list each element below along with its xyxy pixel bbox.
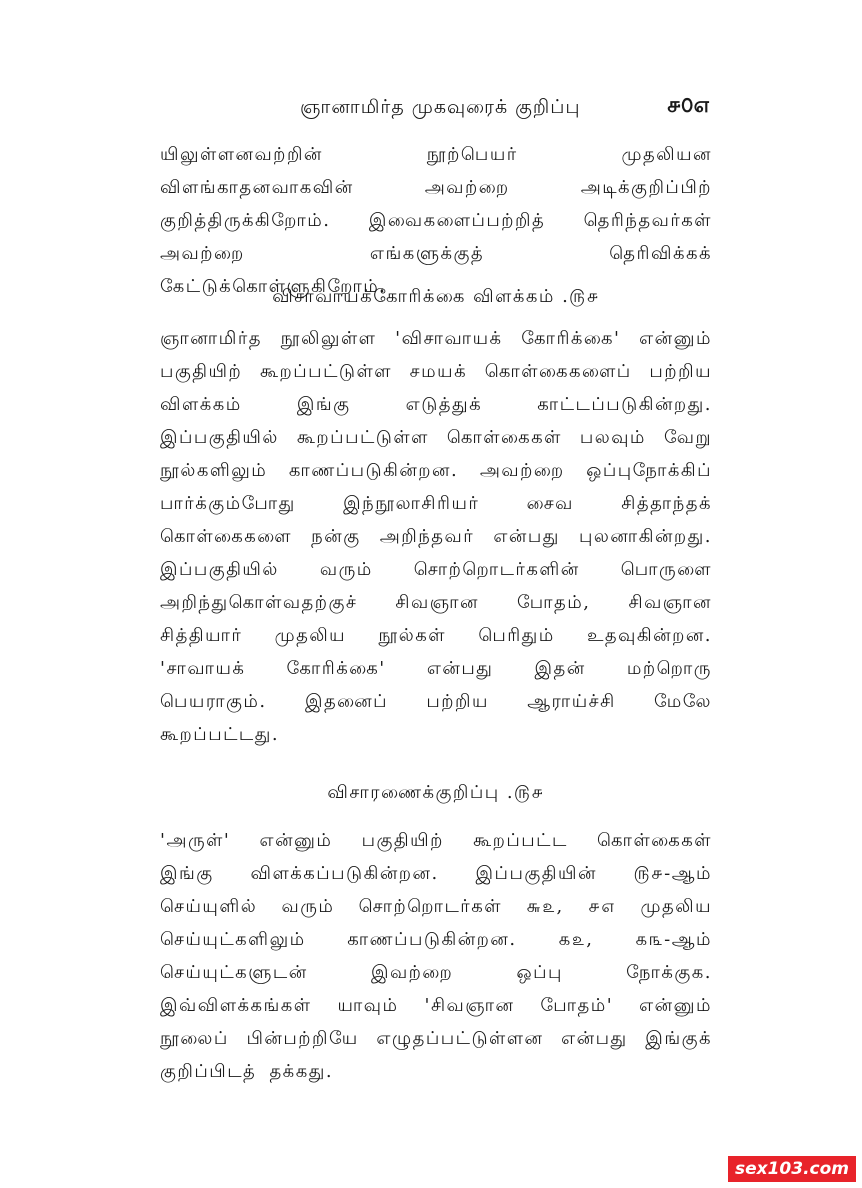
section-1-body: ஞானாமிர்த நூலிலுள்ள 'விசாவாயக் கோரிக்கை' என்னும் பகுதியிற் கூறப்பட்டுள்ள சமயக் கொள்கைகளைப் பற்றிய விளக்கம் இங்கு எடுத்துக் காட்டப்படுகின்றது. இப்பகுதியில் கூறப்பட்டுள்ள கொள்கைகள் பலவும் வேறு நூல்களிலும் காணப்படுகின்றன. அவற்றை ஒப்புநோக்கிப் பார்க்கும்போது இந்நூலாசிரியர் சைவ சித்தாந்தக் கொள்கைகளை நன்கு அறிந்தவர் என்பது புலனாகின்றது. இப்பகுதியில் வரும் சொற்றொடர்களின் பொருளை அறிந்துகொள்வதற்குச் சிவஞான போதம், சிவஞான சித்தியார் முதலிய நூல்கள் பெரிதும் உதவுகின்றன. 'சாவாயக் கோரிக்கை' என்பது இதன் மற்றொரு பெயராகும். இதனைப் பற்றிய ஆராய்ச்சி மேலே கூறப்பட்டது. [160, 328, 712, 745]
watermark-logo: sex103.com [728, 1156, 856, 1182]
intro-paragraph: யிலுள்ளனவற்றின் நூற்பெயர் முதலியன விளங்காதனவாகவின் அவற்றை அடிக்குறிப்பிற் குறித்திருக்கிறோம். இவைகளைப்பற்றித் தெரிந்தவர்கள் அவற்றை எங்களுக்குத் தெரிவிக்கக் கேட்டுக்கொள்ளுகிறோம். [160, 144, 712, 297]
section-2-body: 'அருள்' என்னும் பகுதியிற் கூறப்பட்ட கொள்கைகள் இங்கு விளக்கப்படுகின்றன. இப்பகுதியின் ௫௪-ஆம் செய்யுளில் வரும் சொற்றொடர்கள் ௬௨, ௪௭ முதலிய செய்யுட்களிலும் காணப்படுகின்றன. ௧௨, ௧௩-ஆம் செய்யுட்களுடன் இவற்றை ஒப்பு நோக்குக. இவ்விளக்கங்கள் யாவும் 'சிவஞான போதம்' என்னும் நூலைப் பின்பற்றியே எழுதப்பட்டுள்ளன என்பது இங்குக் குறிப்பிடத் தக்கது. [160, 830, 712, 1082]
section-heading-2: விசாரணைக்குறிப்பு .௫௪ [327, 782, 545, 803]
running-head: ஞானாமிர்த முகவுரைக் குறிப்பு [300, 96, 581, 118]
page-number: ௪௦௭ [666, 92, 710, 118]
page-header [160, 92, 720, 126]
section-heading-1: விசாவாயக்கோரிக்கை விளக்கம் .௫௪ [272, 286, 600, 307]
